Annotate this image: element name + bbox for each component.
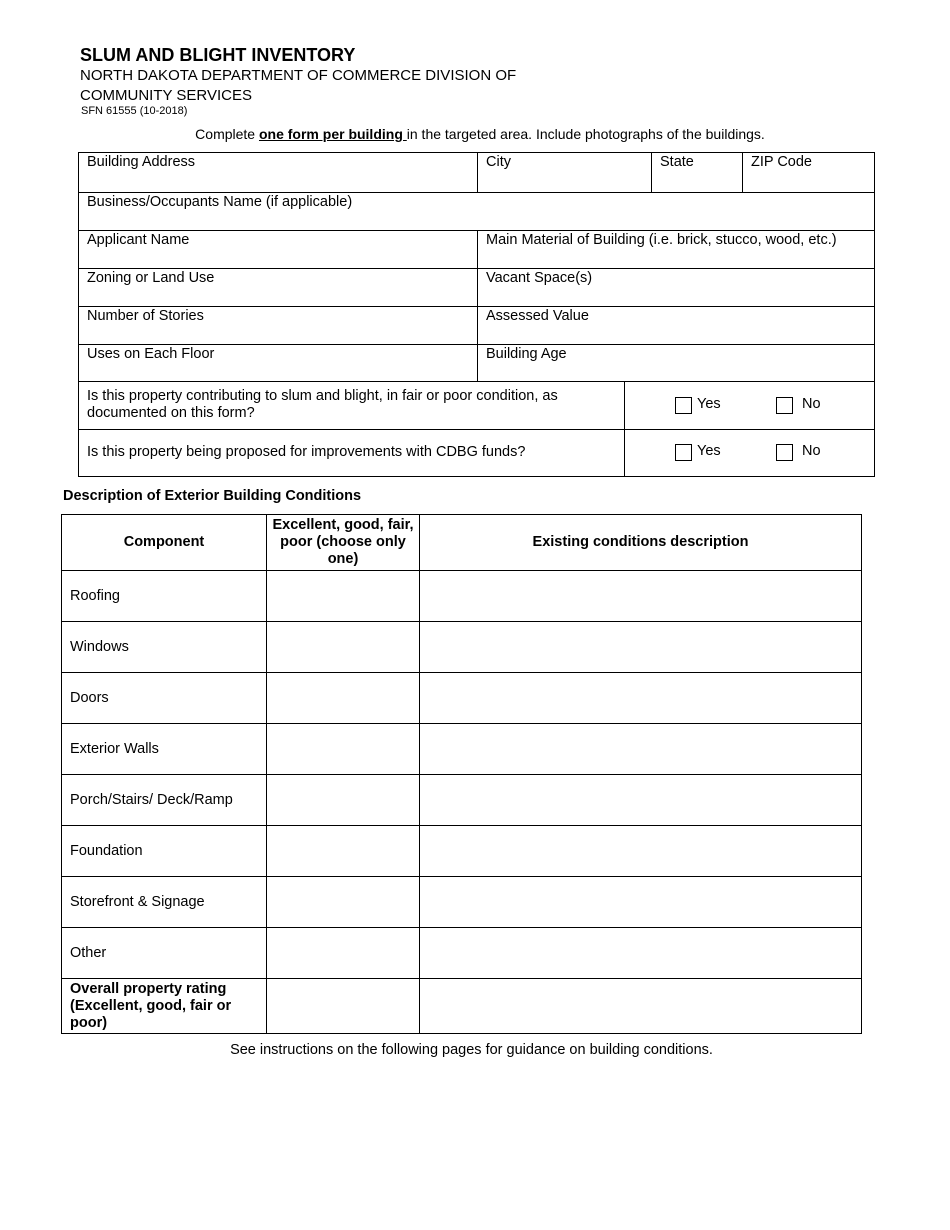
number-of-stories-field[interactable] [78,306,478,345]
form-number: SFN 61555 (10-2018) [81,105,188,117]
building-age-label: Building Age [486,346,567,362]
description-cell[interactable] [420,571,862,622]
description-cell[interactable] [420,724,862,775]
table-row [62,724,862,775]
component-other: Other [62,928,267,979]
table-row [62,877,862,928]
rating-cell[interactable] [267,622,420,673]
overall-rating-cell[interactable] [267,979,420,1034]
rating-cell[interactable] [267,877,420,928]
vacant-space-label: Vacant Space(s) [486,270,593,286]
applicant-name-field[interactable] [78,230,478,269]
rating-cell[interactable] [267,826,420,877]
form-title: SLUM AND BLIGHT INVENTORY [80,45,356,65]
table-row [62,622,862,673]
footer-note: See instructions on the following pages for guidance on building conditions. [230,1042,713,1058]
table-row [62,673,862,724]
rating-cell[interactable] [267,571,420,622]
question-slum-blight-text: Is this property contributing to slum and blight, in fair or poor condition, as documented on this form? [87,388,558,421]
rating-cell[interactable] [267,775,420,826]
description-cell[interactable] [420,622,862,673]
building-address-field[interactable] [78,152,478,193]
main-material-label: Main Material of Building (i.e. brick, stucco, wood, etc.) [486,232,837,248]
business-occupants-label: Business/Occupants Name (if applicable) [87,194,353,210]
table-row [62,571,862,622]
question-cdbg-text: Is this property being proposed for improvements with CDBG funds? [87,444,526,460]
description-cell[interactable] [420,877,862,928]
cdbg-no-label: No [802,443,821,459]
building-address-label: Building Address [87,154,196,170]
city-field[interactable] [477,152,652,193]
conditions-section-title: Description of Exterior Building Conditions [63,488,362,504]
business-occupants-field[interactable] [78,192,875,231]
slum-blight-no-checkbox[interactable] [776,397,793,414]
number-of-stories-label: Number of Stories [87,308,204,324]
description-header: Existing conditions description [420,515,862,571]
applicant-name-label: Applicant Name [87,232,190,248]
state-label: State [660,154,694,170]
question-slum-blight [78,381,625,430]
agency-line-1: NORTH DAKOTA DEPARTMENT OF COMMERCE DIVISION OF [80,67,517,84]
uses-each-floor-field[interactable] [78,344,478,382]
zoning-label: Zoning or Land Use [87,270,215,286]
rating-cell[interactable] [267,673,420,724]
building-age-field[interactable] [477,344,875,382]
assessed-value-label: Assessed Value [486,308,589,324]
zip-code-label: ZIP Code [751,154,812,170]
description-cell[interactable] [420,673,862,724]
zip-code-field[interactable] [742,152,875,193]
vacant-space-field[interactable] [477,268,875,307]
component-header: Component [62,515,267,571]
zoning-field[interactable] [78,268,478,307]
rating-header: Excellent, good, fair, poor (choose only one) [267,515,420,571]
rating-cell[interactable] [267,928,420,979]
slum-blight-yes-checkbox[interactable] [675,397,692,414]
description-cell[interactable] [420,826,862,877]
cdbg-yes-checkbox[interactable] [675,444,692,461]
question-cdbg [78,429,625,477]
component-exterior-walls: Exterior Walls [62,724,267,775]
component-porch-stairs: Porch/Stairs/ Deck/Ramp [62,775,267,826]
table-row [62,928,862,979]
component-doors: Doors [62,673,267,724]
question-slum-blight-answers [624,381,875,430]
table-row [62,775,862,826]
cdbg-no-checkbox[interactable] [776,444,793,461]
component-foundation: Foundation [62,826,267,877]
description-cell[interactable] [420,775,862,826]
instruction-text: Complete one form per building in the targeted area. Include photographs of the buildings. [195,126,765,142]
overall-description-cell[interactable] [420,979,862,1034]
conditions-header-row [62,515,862,571]
conditions-table [61,514,862,1034]
description-cell[interactable] [420,928,862,979]
overall-rating-label: Overall property rating (Excellent, good, fair or poor) [62,979,267,1034]
component-roofing: Roofing [62,571,267,622]
assessed-value-field[interactable] [477,306,875,345]
rating-cell[interactable] [267,724,420,775]
cdbg-yes-label: Yes [697,443,721,459]
city-label: City [486,154,511,170]
main-material-field[interactable] [477,230,875,269]
state-field[interactable] [651,152,743,193]
uses-each-floor-label: Uses on Each Floor [87,346,215,362]
question-cdbg-answers [624,429,875,477]
slum-blight-no-label: No [802,396,821,412]
component-windows: Windows [62,622,267,673]
slum-blight-yes-label: Yes [697,396,721,412]
table-row [62,826,862,877]
agency-line-2: COMMUNITY SERVICES [80,87,252,104]
component-storefront: Storefront & Signage [62,877,267,928]
overall-rating-row [62,979,862,1034]
